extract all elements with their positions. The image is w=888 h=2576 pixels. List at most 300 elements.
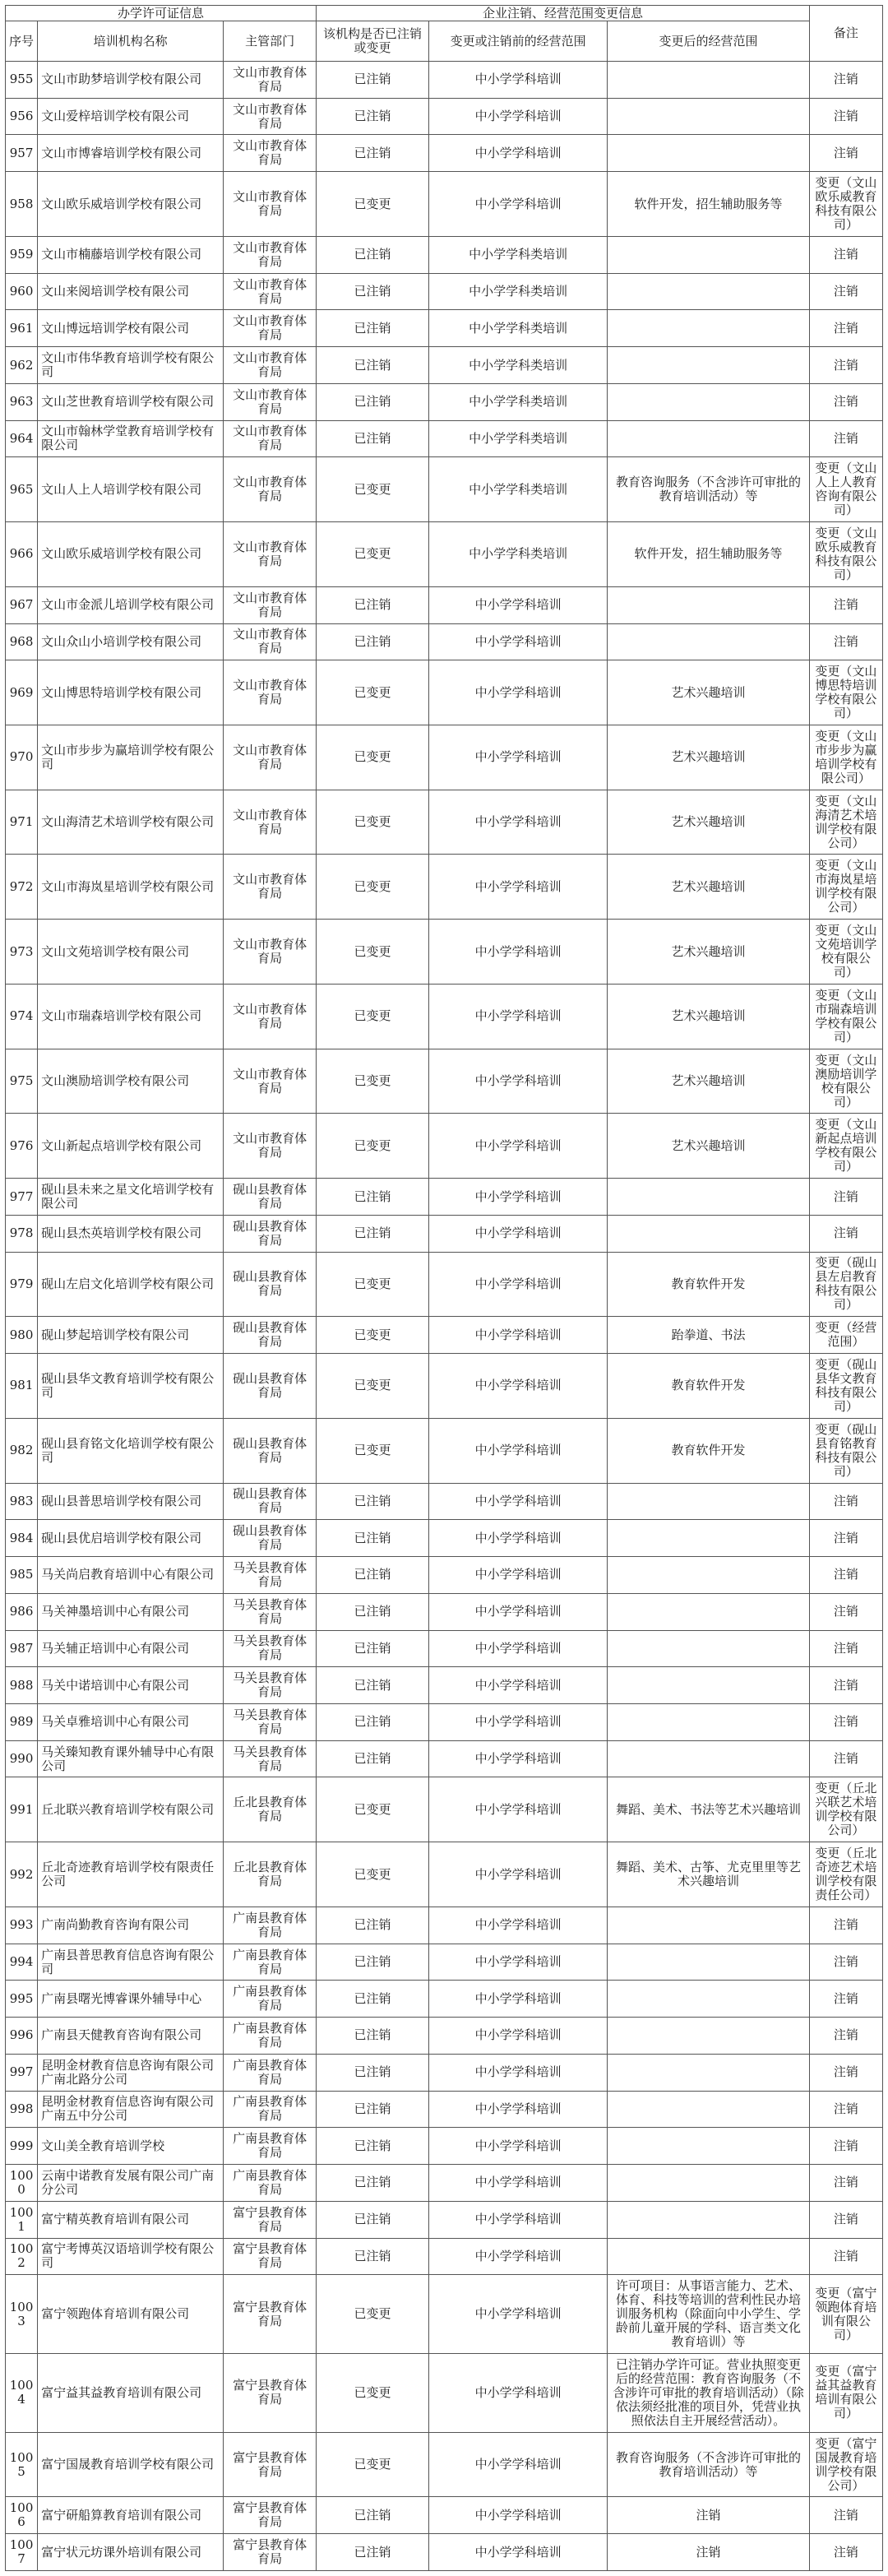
row-number: 970 xyxy=(6,725,38,790)
remark-cell: 变更（砚山县育铭教育科技有限公司） xyxy=(809,1418,882,1483)
status-cell: 已变更 xyxy=(317,1049,429,1114)
remark-cell: 注销 xyxy=(809,1740,882,1777)
table-row xyxy=(6,1777,883,1842)
scope-before-cell: 中小学学科培训 xyxy=(428,1740,607,1777)
institution-name: 马关辅正培训中心有限公司 xyxy=(38,1630,224,1667)
remark-cell: 变更（文山海清艺术培训学校有限公司） xyxy=(809,790,882,855)
scope-after-cell xyxy=(608,98,810,135)
status-cell: 已注销 xyxy=(317,1630,429,1667)
table-row xyxy=(6,1049,883,1114)
institution-name: 文山市海岚星培训学校有限公司 xyxy=(38,855,224,920)
institution-name: 富宁益其益教育培训有限公司 xyxy=(38,2353,224,2432)
institution-name: 文山市翰林学堂教育培训学校有限公司 xyxy=(38,420,224,457)
scope-after-cell: 教育软件开发 xyxy=(608,1354,810,1419)
supervising-department: 丘北县教育体育局 xyxy=(224,1777,317,1842)
scope-before-cell: 中小学学科培训 xyxy=(428,1842,607,1907)
row-number: 993 xyxy=(6,1907,38,1944)
table-row xyxy=(6,2201,883,2238)
institution-name: 文山澳励培训学校有限公司 xyxy=(38,1049,224,1114)
row-number: 979 xyxy=(6,1252,38,1317)
supervising-department: 文山市教育体育局 xyxy=(224,135,317,172)
table-row xyxy=(6,1630,883,1667)
supervising-department: 砚山县教育体育局 xyxy=(224,1215,317,1252)
institution-name: 文山市伟华教育培训学校有限公司 xyxy=(38,347,224,384)
row-number: 977 xyxy=(6,1179,38,1216)
supervising-department: 马关县教育体育局 xyxy=(224,1740,317,1777)
supervising-department: 文山市教育体育局 xyxy=(224,310,317,347)
supervising-department: 文山市教育体育局 xyxy=(224,1114,317,1179)
remark-cell: 注销 xyxy=(809,1483,882,1520)
institution-name: 富宁状元坊课外培训有限公司 xyxy=(38,2534,224,2571)
col-name-header: 培训机构名称 xyxy=(38,21,224,62)
row-number: 987 xyxy=(6,1630,38,1667)
row-number: 988 xyxy=(6,1667,38,1704)
scope-before-cell: 中小学学科培训 xyxy=(428,1630,607,1667)
scope-after-cell xyxy=(608,1740,810,1777)
scope-before-cell: 中小学学科培训 xyxy=(428,1981,607,2018)
status-cell: 已变更 xyxy=(317,457,429,522)
row-number: 1006 xyxy=(6,2497,38,2534)
remark-cell: 注销 xyxy=(809,62,882,99)
table-row xyxy=(6,457,883,522)
row-number: 991 xyxy=(6,1777,38,1842)
row-number: 973 xyxy=(6,920,38,985)
row-number: 983 xyxy=(6,1483,38,1520)
table-row xyxy=(6,1483,883,1520)
remark-cell: 注销 xyxy=(809,1981,882,2018)
table-row xyxy=(6,1842,883,1907)
scope-before-cell: 中小学学科培训 xyxy=(428,1049,607,1114)
status-cell: 已注销 xyxy=(317,1483,429,1520)
supervising-department: 砚山县教育体育局 xyxy=(224,1483,317,1520)
row-number: 990 xyxy=(6,1740,38,1777)
row-number: 961 xyxy=(6,310,38,347)
table-row xyxy=(6,98,883,135)
institution-name: 富宁研船算教育培训有限公司 xyxy=(38,2497,224,2534)
row-number: 980 xyxy=(6,1317,38,1354)
status-cell: 已变更 xyxy=(317,1418,429,1483)
row-number: 1001 xyxy=(6,2201,38,2238)
status-cell: 已变更 xyxy=(317,2275,429,2354)
institution-name: 文山市助梦培训学校有限公司 xyxy=(38,62,224,99)
status-cell: 已变更 xyxy=(317,790,429,855)
status-cell: 已注销 xyxy=(317,2128,429,2165)
remark-cell: 注销 xyxy=(809,2165,882,2202)
table-body xyxy=(6,62,883,2571)
status-cell: 已变更 xyxy=(317,1842,429,1907)
status-cell: 已注销 xyxy=(317,1520,429,1557)
supervising-department: 富宁县教育体育局 xyxy=(224,2353,317,2432)
institution-name: 文山欧乐威培训学校有限公司 xyxy=(38,172,224,237)
institution-name: 文山市博睿培训学校有限公司 xyxy=(38,135,224,172)
scope-after-cell: 艺术兴趣培训 xyxy=(608,790,810,855)
supervising-department: 文山市教育体育局 xyxy=(224,420,317,457)
supervising-department: 马关县教育体育局 xyxy=(224,1630,317,1667)
scope-before-cell: 中小学学科类培训 xyxy=(428,522,607,587)
remark-cell: 变更（文山市海岚星培训学校有限公司） xyxy=(809,855,882,920)
remark-cell: 注销 xyxy=(809,1520,882,1557)
table-row xyxy=(6,1907,883,1944)
scope-after-cell xyxy=(608,2201,810,2238)
supervising-department: 富宁县教育体育局 xyxy=(224,2201,317,2238)
scope-after-cell: 教育咨询服务（不含涉许可审批的教育培训活动）等 xyxy=(608,457,810,522)
table-row xyxy=(6,984,883,1049)
row-number: 955 xyxy=(6,62,38,99)
remark-cell: 注销 xyxy=(809,383,882,420)
remark-cell: 变更（富宁国晟教育培训学校有限公司） xyxy=(809,2432,882,2497)
scope-after-cell: 软件开发，招生辅助服务等 xyxy=(608,172,810,237)
scope-after-cell xyxy=(608,2238,810,2275)
group-license-header: 办学许可证信息 xyxy=(6,6,317,21)
supervising-department: 富宁县教育体育局 xyxy=(224,2238,317,2275)
table-row xyxy=(6,623,883,660)
row-number: 965 xyxy=(6,457,38,522)
scope-after-cell xyxy=(608,1179,810,1216)
supervising-department: 文山市教育体育局 xyxy=(224,586,317,623)
scope-after-cell: 艺术兴趣培训 xyxy=(608,1049,810,1114)
institution-name: 文山芝世教育培训学校有限公司 xyxy=(38,383,224,420)
remark-cell: 变更（文山澳励培训学校有限公司） xyxy=(809,1049,882,1114)
supervising-department: 富宁县教育体育局 xyxy=(224,2432,317,2497)
scope-before-cell: 中小学学科类培训 xyxy=(428,347,607,384)
remark-cell: 注销 xyxy=(809,1667,882,1704)
scope-before-cell: 中小学学科培训 xyxy=(428,790,607,855)
supervising-department: 广南县教育体育局 xyxy=(224,2091,317,2128)
table-row xyxy=(6,2353,883,2432)
remark-cell: 注销 xyxy=(809,2497,882,2534)
status-cell: 已注销 xyxy=(317,1981,429,2018)
scope-before-cell: 中小学学科培训 xyxy=(428,1944,607,1981)
scope-after-cell: 跆拳道、书法 xyxy=(608,1317,810,1354)
scope-after-cell xyxy=(608,1944,810,1981)
scope-after-cell xyxy=(608,1557,810,1594)
supervising-department: 广南县教育体育局 xyxy=(224,1981,317,2018)
row-number: 978 xyxy=(6,1215,38,1252)
table-row xyxy=(6,236,883,273)
scope-before-cell: 中小学学科培训 xyxy=(428,1354,607,1419)
scope-before-cell: 中小学学科培训 xyxy=(428,660,607,725)
remark-cell: 注销 xyxy=(809,586,882,623)
col-no-header: 序号 xyxy=(6,21,38,62)
remark-cell: 注销 xyxy=(809,1703,882,1740)
scope-after-cell: 艺术兴趣培训 xyxy=(608,984,810,1049)
scope-after-cell: 注销 xyxy=(608,2534,810,2571)
table-row xyxy=(6,2238,883,2275)
institution-name: 广南县普思教育信息咨询有限公司 xyxy=(38,1944,224,1981)
institution-name: 文山爱梓培训学校有限公司 xyxy=(38,98,224,135)
row-number: 956 xyxy=(6,98,38,135)
remark-cell: 注销 xyxy=(809,236,882,273)
institution-name: 马关中诺培训中心有限公司 xyxy=(38,1667,224,1704)
supervising-department: 砚山县教育体育局 xyxy=(224,1317,317,1354)
scope-before-cell: 中小学学科培训 xyxy=(428,984,607,1049)
institution-name: 广南县曙光博睿课外辅导中心 xyxy=(38,1981,224,2018)
status-cell: 已变更 xyxy=(317,1252,429,1317)
remark-cell: 变更（经营范围） xyxy=(809,1317,882,1354)
row-number: 989 xyxy=(6,1703,38,1740)
table-row xyxy=(6,855,883,920)
status-cell: 已注销 xyxy=(317,2201,429,2238)
scope-after-cell xyxy=(608,1520,810,1557)
status-cell: 已注销 xyxy=(317,2054,429,2091)
scope-before-cell: 中小学学科类培训 xyxy=(428,420,607,457)
status-cell: 已注销 xyxy=(317,1703,429,1740)
scope-after-cell xyxy=(608,1703,810,1740)
scope-before-cell: 中小学学科培训 xyxy=(428,2534,607,2571)
scope-before-cell: 中小学学科培训 xyxy=(428,62,607,99)
table-row xyxy=(6,725,883,790)
supervising-department: 广南县教育体育局 xyxy=(224,1944,317,1981)
col-remark-header: 备注 xyxy=(809,6,882,62)
table-row xyxy=(6,1114,883,1179)
scope-after-cell xyxy=(608,1907,810,1944)
supervising-department: 文山市教育体育局 xyxy=(224,383,317,420)
scope-after-cell xyxy=(608,1981,810,2018)
supervising-department: 富宁县教育体育局 xyxy=(224,2275,317,2354)
scope-before-cell: 中小学学科培训 xyxy=(428,98,607,135)
status-cell: 已注销 xyxy=(317,62,429,99)
institution-name: 文山海清艺术培训学校有限公司 xyxy=(38,790,224,855)
status-cell: 已注销 xyxy=(317,273,429,310)
status-cell: 已变更 xyxy=(317,1777,429,1842)
supervising-department: 文山市教育体育局 xyxy=(224,172,317,237)
supervising-department: 砚山县教育体育局 xyxy=(224,1418,317,1483)
remark-cell: 注销 xyxy=(809,1215,882,1252)
scope-before-cell: 中小学学科培训 xyxy=(428,855,607,920)
remark-cell: 注销 xyxy=(809,2201,882,2238)
supervising-department: 广南县教育体育局 xyxy=(224,2018,317,2055)
scope-before-cell: 中小学学科培训 xyxy=(428,2018,607,2055)
scope-before-cell: 中小学学科类培训 xyxy=(428,273,607,310)
remark-cell: 变更（文山市瑞森培训学校有限公司） xyxy=(809,984,882,1049)
scope-before-cell: 中小学学科类培训 xyxy=(428,383,607,420)
row-number: 1000 xyxy=(6,2165,38,2202)
scope-after-cell xyxy=(608,1667,810,1704)
supervising-department: 马关县教育体育局 xyxy=(224,1557,317,1594)
remark-cell: 注销 xyxy=(809,2238,882,2275)
table-row xyxy=(6,2128,883,2165)
scope-after-cell xyxy=(608,2018,810,2055)
supervising-department: 文山市教育体育局 xyxy=(224,273,317,310)
remark-cell: 变更（文山文苑培训学校有限公司） xyxy=(809,920,882,985)
institution-name: 文山文苑培训学校有限公司 xyxy=(38,920,224,985)
table-row xyxy=(6,920,883,985)
supervising-department: 马关县教育体育局 xyxy=(224,1667,317,1704)
row-number: 960 xyxy=(6,273,38,310)
institution-name: 文山美全教育培训学校 xyxy=(38,2128,224,2165)
scope-before-cell: 中小学学科培训 xyxy=(428,920,607,985)
scope-before-cell: 中小学学科培训 xyxy=(428,1483,607,1520)
institution-name: 文山众山小培训学校有限公司 xyxy=(38,623,224,660)
row-number: 962 xyxy=(6,347,38,384)
remark-cell: 注销 xyxy=(809,310,882,347)
group-change-header: 企业注销、经营范围变更信息 xyxy=(317,6,810,21)
scope-after-cell xyxy=(608,1215,810,1252)
scope-after-cell: 舞蹈、美术、古筝、尤克里里等艺术兴趣培训 xyxy=(608,1842,810,1907)
row-number: 958 xyxy=(6,172,38,237)
scope-before-cell: 中小学学科培训 xyxy=(428,1215,607,1252)
row-number: 1002 xyxy=(6,2238,38,2275)
row-number: 968 xyxy=(6,623,38,660)
remark-cell: 注销 xyxy=(809,1630,882,1667)
status-cell: 已注销 xyxy=(317,310,429,347)
row-number: 997 xyxy=(6,2054,38,2091)
table-row xyxy=(6,172,883,237)
scope-before-cell: 中小学学科培训 xyxy=(428,1252,607,1317)
institution-name: 富宁国晟教育培训学校有限公司 xyxy=(38,2432,224,2497)
institution-name: 砚山左启文化培训学校有限公司 xyxy=(38,1252,224,1317)
row-number: 1005 xyxy=(6,2432,38,2497)
table-row xyxy=(6,1557,883,1594)
row-number: 995 xyxy=(6,1981,38,2018)
scope-before-cell: 中小学学科培训 xyxy=(428,1907,607,1944)
remark-cell: 注销 xyxy=(809,347,882,384)
table-row xyxy=(6,1354,883,1419)
scope-after-cell xyxy=(608,347,810,384)
institution-name: 文山人上人培训学校有限公司 xyxy=(38,457,224,522)
scope-after-cell xyxy=(608,236,810,273)
institution-name: 文山欧乐威培训学校有限公司 xyxy=(38,522,224,587)
status-cell: 已变更 xyxy=(317,172,429,237)
remark-cell: 变更（丘北兴联艺术培训学校有限公司） xyxy=(809,1777,882,1842)
row-number: 998 xyxy=(6,2091,38,2128)
institution-name: 砚山县未来之星文化培训学校有限公司 xyxy=(38,1179,224,1216)
institution-name: 富宁考博英汉语培训学校有限公司 xyxy=(38,2238,224,2275)
scope-after-cell: 艺术兴趣培训 xyxy=(608,920,810,985)
scope-before-cell: 中小学学科培训 xyxy=(428,2165,607,2202)
remark-cell: 注销 xyxy=(809,2128,882,2165)
institution-name: 昆明金材教育信息咨询有限公司广南北路分公司 xyxy=(38,2054,224,2091)
table-row xyxy=(6,1593,883,1630)
remark-cell: 注销 xyxy=(809,1557,882,1594)
scope-before-cell: 中小学学科培训 xyxy=(428,1317,607,1354)
row-number: 966 xyxy=(6,522,38,587)
scope-after-cell: 软件开发，招生辅助服务等 xyxy=(608,522,810,587)
row-number: 957 xyxy=(6,135,38,172)
remark-cell: 注销 xyxy=(809,2091,882,2128)
supervising-department: 广南县教育体育局 xyxy=(224,2128,317,2165)
scope-before-cell: 中小学学科培训 xyxy=(428,2497,607,2534)
scope-after-cell xyxy=(608,310,810,347)
status-cell: 已注销 xyxy=(317,1740,429,1777)
table-row xyxy=(6,2091,883,2128)
row-number: 1004 xyxy=(6,2353,38,2432)
institution-name: 马关臻知教育课外辅导中心有限公司 xyxy=(38,1740,224,1777)
scope-after-cell xyxy=(608,623,810,660)
supervising-department: 丘北县教育体育局 xyxy=(224,1842,317,1907)
row-number: 963 xyxy=(6,383,38,420)
scope-before-cell: 中小学学科培训 xyxy=(428,586,607,623)
table-row xyxy=(6,1252,883,1317)
status-cell: 已注销 xyxy=(317,2238,429,2275)
table-row xyxy=(6,273,883,310)
scope-before-cell: 中小学学科培训 xyxy=(428,2275,607,2354)
institution-name: 砚山县普思培训学校有限公司 xyxy=(38,1483,224,1520)
scope-before-cell: 中小学学科培训 xyxy=(428,2201,607,2238)
row-number: 967 xyxy=(6,586,38,623)
table-row xyxy=(6,522,883,587)
institution-name: 砚山梦起培训学校有限公司 xyxy=(38,1317,224,1354)
row-number: 999 xyxy=(6,2128,38,2165)
scope-after-cell xyxy=(608,586,810,623)
scope-after-cell xyxy=(608,2091,810,2128)
col-dept-header: 主管部门 xyxy=(224,21,317,62)
supervising-department: 文山市教育体育局 xyxy=(224,347,317,384)
status-cell: 已注销 xyxy=(317,2497,429,2534)
table-row xyxy=(6,1703,883,1740)
supervising-department: 文山市教育体育局 xyxy=(224,98,317,135)
scope-before-cell: 中小学学科培训 xyxy=(428,1114,607,1179)
table-row xyxy=(6,2275,883,2354)
scope-before-cell: 中小学学科培训 xyxy=(428,1418,607,1483)
scope-after-cell: 已注销办学许可证。营业执照变更后的经营范围：教育咨询服务（不含涉许可审批的教育培训活动）（除依法须经批准的项目外，凭营业执照依法自主开展经营活动）。 xyxy=(608,2353,810,2432)
remark-cell: 注销 xyxy=(809,2018,882,2055)
table-row xyxy=(6,1215,883,1252)
institution-name: 马关尚启教育培训中心有限公司 xyxy=(38,1557,224,1594)
scope-before-cell: 中小学学科培训 xyxy=(428,2432,607,2497)
remark-cell: 注销 xyxy=(809,135,882,172)
table-row xyxy=(6,420,883,457)
remark-cell: 注销 xyxy=(809,1593,882,1630)
scope-after-cell: 教育软件开发 xyxy=(608,1252,810,1317)
institution-name: 文山市瑞森培训学校有限公司 xyxy=(38,984,224,1049)
remark-cell: 变更（富宁领跑体育培训有限公司） xyxy=(809,2275,882,2354)
scope-before-cell: 中小学学科类培训 xyxy=(428,310,607,347)
col-status-header: 该机构是否已注销或变更 xyxy=(317,21,429,62)
institution-name: 砚山县杰英培训学校有限公司 xyxy=(38,1215,224,1252)
scope-before-cell: 中小学学科培训 xyxy=(428,135,607,172)
scope-before-cell: 中小学学科培训 xyxy=(428,172,607,237)
status-cell: 已注销 xyxy=(317,98,429,135)
registry-table xyxy=(5,5,883,2571)
institution-name: 文山新起点培训学校有限公司 xyxy=(38,1114,224,1179)
scope-before-cell: 中小学学科类培训 xyxy=(428,236,607,273)
table-row xyxy=(6,2534,883,2571)
table-row xyxy=(6,2432,883,2497)
supervising-department: 文山市教育体育局 xyxy=(224,623,317,660)
scope-after-cell: 舞蹈、美术、书法等艺术兴趣培训 xyxy=(608,1777,810,1842)
table-row xyxy=(6,1317,883,1354)
row-number: 981 xyxy=(6,1354,38,1419)
scope-before-cell: 中小学学科类培训 xyxy=(428,457,607,522)
supervising-department: 文山市教育体育局 xyxy=(224,522,317,587)
supervising-department: 文山市教育体育局 xyxy=(224,855,317,920)
row-number: 992 xyxy=(6,1842,38,1907)
remark-cell: 变更（文山欧乐威教育科技有限公司） xyxy=(809,172,882,237)
scope-before-cell: 中小学学科培训 xyxy=(428,2091,607,2128)
status-cell: 已注销 xyxy=(317,383,429,420)
status-cell: 已注销 xyxy=(317,2018,429,2055)
scope-after-cell xyxy=(608,135,810,172)
institution-name: 广南尚勤教育咨询有限公司 xyxy=(38,1907,224,1944)
supervising-department: 广南县教育体育局 xyxy=(224,2054,317,2091)
institution-name: 丘北奇迹教育培训学校有限责任公司 xyxy=(38,1842,224,1907)
institution-name: 文山博远培训学校有限公司 xyxy=(38,310,224,347)
remark-cell: 变更（文山博思特培训学校有限公司） xyxy=(809,660,882,725)
institution-name: 文山市金派儿培训学校有限公司 xyxy=(38,586,224,623)
row-number: 975 xyxy=(6,1049,38,1114)
table-row xyxy=(6,62,883,99)
row-number: 972 xyxy=(6,855,38,920)
status-cell: 已注销 xyxy=(317,135,429,172)
scope-after-cell xyxy=(608,2054,810,2091)
table-row xyxy=(6,1179,883,1216)
scope-before-cell: 中小学学科培训 xyxy=(428,1593,607,1630)
table-row xyxy=(6,586,883,623)
status-cell: 已注销 xyxy=(317,1593,429,1630)
institution-name: 丘北联兴教育培训学校有限公司 xyxy=(38,1777,224,1842)
remark-cell: 注销 xyxy=(809,1907,882,1944)
